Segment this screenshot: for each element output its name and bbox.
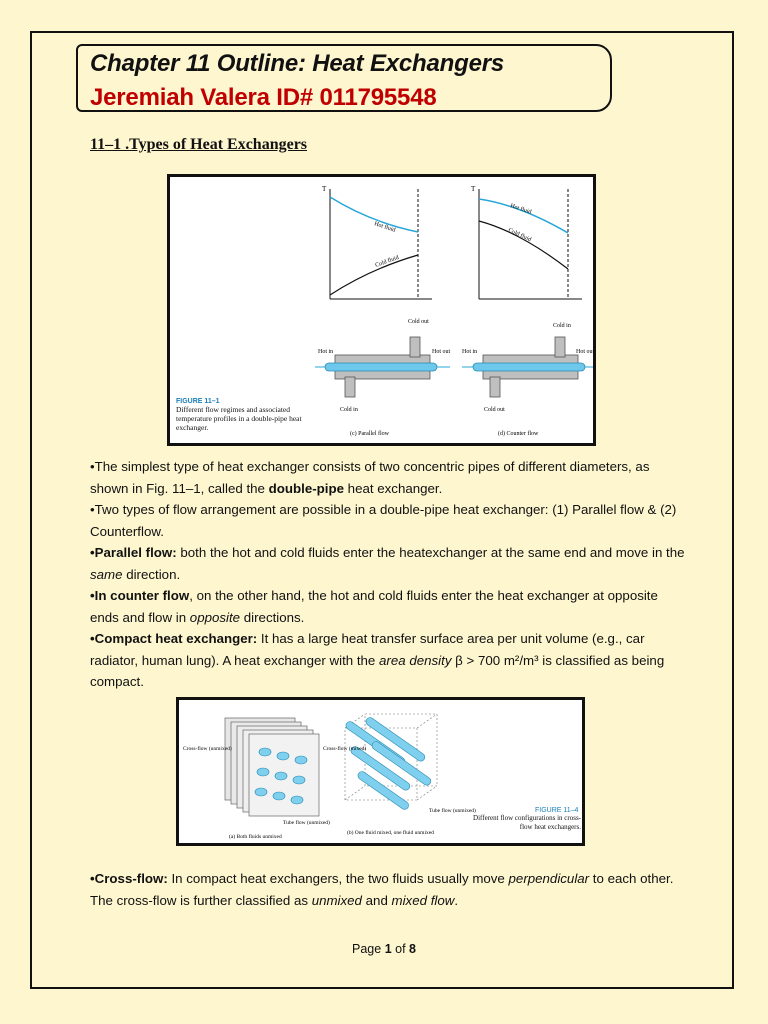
p1-text-a: •The simplest type of heat exchanger consists of two concentric pipes of different diameters, as shown in Fig. 11–1, called the: [90, 459, 650, 496]
left-inlet-stub: [345, 377, 355, 397]
left-plot-t-label: T: [322, 185, 327, 193]
left-hot-out: Hot out: [432, 349, 451, 355]
p1-text-c: heat exchanger.: [343, 480, 443, 496]
p4-bold-a: •In: [90, 588, 111, 603]
p6-text-f: and: [361, 892, 392, 908]
left-hot-in: Hot in: [318, 349, 334, 355]
left-outlet-stub: [410, 337, 420, 357]
tube-flow-label-b: Tube flow (unmixed): [429, 808, 476, 814]
p3-text-b: both the hot and cold fluids enter the heatexchanger at the same end and move in the: [176, 545, 685, 560]
right-hot-out: Hot out: [576, 349, 593, 355]
p3-bold: •Parallel flow:: [90, 545, 177, 560]
right-inner-pipe: [473, 363, 585, 371]
right-hot-label: Hot fluid: [509, 203, 533, 216]
right-cold-label: Cold fluid: [507, 227, 532, 244]
right-outlet-stub: [490, 377, 500, 397]
figure-11-4-label: FIGURE 11–4: [535, 807, 579, 814]
figure-11-4-sub-a: (a) Both fluids unmixed: [229, 834, 282, 840]
figure-11-1-drawing: [170, 177, 593, 443]
left-cold-in: Cold in: [340, 407, 358, 413]
p5-text-d: β > 700 m²/m³ is classified as being compact.: [90, 652, 665, 689]
right-inlet-stub: [555, 337, 565, 357]
right-cold-in: Cold in: [553, 323, 571, 329]
figure-11-1: [167, 174, 596, 446]
right-cold-out: Cold out: [484, 407, 505, 413]
right-cold-curve: [479, 221, 568, 269]
footer-page-total: 8: [409, 942, 416, 956]
left-cold-out: Cold out: [408, 319, 429, 325]
p1-bold: double-pipe: [268, 480, 344, 496]
p4-text-e: directions.: [240, 609, 305, 625]
paragraph-double-pipe: [90, 456, 690, 499]
author-line: Jeremiah Valera ID# 011795548: [90, 84, 437, 111]
figure-11-4: [176, 697, 585, 846]
left-hot-label: Hot fluid: [373, 221, 397, 234]
p4-bold-b: counter flow: [110, 588, 190, 603]
footer-page-word: Page: [352, 942, 385, 956]
p5-italic: area density: [379, 652, 452, 668]
cross-flow-unmixed-label: Cross-flow (unmixed): [183, 746, 232, 752]
paragraphs-1: [90, 456, 690, 693]
cross-flow-mixed-label: Cross-flow (mixed): [323, 746, 367, 752]
footer-page-number: 1: [384, 942, 392, 956]
figure-11-1-caption: Different flow regimes and associated temperature profiles in a double-pipe heat exchanger.: [176, 405, 302, 432]
paragraphs-2: [90, 868, 690, 911]
p4-italic: opposite: [189, 609, 241, 625]
left-inner-pipe: [325, 363, 437, 371]
paragraph-counter-flow: [90, 585, 690, 628]
right-hot-curve: [479, 199, 568, 233]
figure-11-4-caption-wrap: [469, 814, 581, 842]
figure-11-1-sub-a: (c) Parallel flow: [350, 431, 389, 437]
figure-11-4-sub-b: (b) One fluid mixed, one fluid unmixed: [347, 830, 434, 836]
left-cold-curve: [330, 255, 418, 295]
tube-flow-label-a: Tube flow (unmixed): [283, 820, 330, 826]
p5-text-b: It has a large heat transfer surface area per unit volume (e.g., car radiator, human lung). A heat exchanger with the: [90, 631, 645, 668]
figure-11-4-caption: Different flow configurations in cross-flow heat exchangers.: [473, 814, 581, 831]
section-heading: 11–1 .Types of Heat Exchangers: [90, 136, 308, 153]
figure-11-1-caption-wrap: [176, 405, 311, 443]
p6-text-b: In compact heat exchangers, the two fluids usually move: [167, 871, 509, 886]
p6-bold: •Cross-flow:: [90, 871, 168, 886]
paragraph-compact: [90, 628, 690, 693]
plates-stack: [225, 718, 319, 816]
right-plot-t-label: T: [471, 185, 476, 193]
paragraph-cross-flow: [90, 868, 690, 911]
left-cold-label: Cold fluid: [374, 254, 400, 269]
p4-text-c: , on the other hand, the hot and cold fluids enter the heat exchanger at opposite ends and flow in: [90, 588, 658, 625]
p6-text-h: .: [454, 892, 459, 908]
footer-of-word: of: [391, 942, 410, 956]
paragraph-parallel-flow: [90, 542, 690, 585]
figure-11-1-label: FIGURE 11–1: [176, 398, 220, 405]
page-footer: [0, 942, 768, 956]
right-hot-in: Hot in: [462, 349, 478, 355]
p6-italic-e: unmixed: [311, 892, 362, 908]
p6-italic-c: perpendicular: [508, 871, 590, 886]
p3-italic: same: [90, 566, 123, 582]
figure-11-4-drawing: [179, 700, 582, 843]
p6-italic-g: mixed flow: [391, 892, 455, 908]
p6-text-d: to each other. The cross-flow is further classified as: [90, 871, 674, 908]
mixed-tubes: [344, 716, 432, 811]
p3-text-d: direction.: [122, 566, 181, 582]
p5-bold: •Compact heat exchanger:: [90, 631, 258, 646]
figure-11-1-sub-b: (d) Counter flow: [498, 431, 539, 437]
paragraph-flow-types: •Two types of flow arrangement are possible in a double-pipe heat exchanger: (1) Parallel flow & (2) Counterflow.: [90, 502, 677, 539]
chapter-title: Chapter 11 Outline: Heat Exchangers: [90, 50, 505, 77]
